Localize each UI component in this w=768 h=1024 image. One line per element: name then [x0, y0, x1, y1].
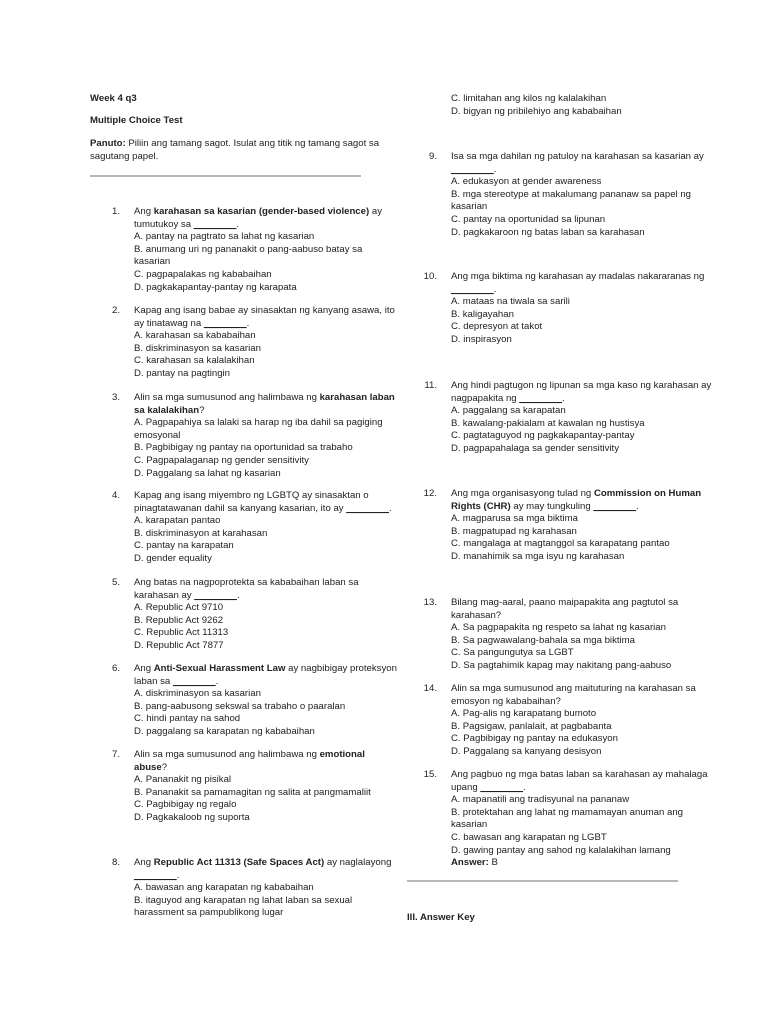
question-text: D. pagkakapantay-pantay ng karapata [134, 281, 297, 293]
question-text: kasarian [451, 201, 488, 213]
question-number: 10. [423, 271, 437, 282]
question-line [134, 602, 366, 615]
question-line [451, 597, 683, 610]
question-line [134, 577, 366, 590]
question-text: B [488, 857, 498, 869]
answer-key-heading: III. Answer Key [407, 912, 475, 923]
instructions-text: Piliin ang tamang sagot. Isulat ang titik ng tamang sagot sa [125, 138, 380, 149]
question-text: Ang mga organisasyong tulad ng [451, 488, 594, 499]
question-line [451, 151, 704, 164]
question-text: A. karahasan sa kababaihan [134, 330, 256, 342]
question-line [451, 845, 683, 858]
question-text: . [388, 502, 392, 514]
question-line [134, 244, 366, 257]
question-line [134, 799, 366, 812]
question-line [134, 590, 366, 603]
question-text: ay tinatawag na [134, 317, 204, 329]
divider [90, 175, 361, 177]
question-body [134, 206, 382, 294]
divider [407, 880, 678, 882]
question-text: . [493, 163, 497, 175]
question-number: 8. [111, 857, 120, 868]
question-number: 7. [111, 749, 120, 760]
question-text: D. bigyan ng pribilehiyo ang kababaihan [451, 105, 622, 117]
question-body [134, 305, 395, 381]
question-number: 2. [111, 305, 120, 316]
question-text: A. mataas na tiwala sa sarili [451, 296, 570, 308]
question-text: Ang [134, 663, 154, 674]
question-number: 9. [428, 151, 437, 162]
question-text: A. pantay na pagtrato sa lahat ng kasarian [134, 231, 315, 243]
question-text: D. inspirasyon [451, 333, 512, 345]
question-text: karahasan? [451, 609, 502, 621]
question-line [134, 405, 366, 418]
question-line [451, 857, 683, 870]
question-text: D. pagpapahalaga sa gender sensitivity [451, 442, 620, 454]
question-line [134, 774, 366, 787]
question-text: . [236, 218, 240, 230]
question-line [451, 733, 683, 746]
question-text: C. Pagbibigay ng pantay na edukasyon [451, 733, 618, 745]
question-body [451, 380, 712, 456]
question-number: 3. [111, 392, 120, 403]
question-text: Isa sa mga dahilan ng patuloy na karahasan sa kasarian ay [451, 151, 704, 162]
question-text: ay naglalayong [324, 857, 392, 868]
question-line [134, 430, 366, 443]
question-text: B. diskriminasyon at karahasan [134, 527, 268, 539]
answer-blank: ________ [172, 675, 216, 687]
question-line [134, 442, 366, 455]
question-line [134, 282, 366, 295]
question-line [451, 513, 683, 526]
question-text: Alin sa mga sumusunod ang halimbawa ng [134, 392, 320, 403]
question-line [134, 701, 366, 714]
question-text: Anti-Sexual Harassment Law [153, 663, 286, 674]
question-text: C. mangalaga at magtanggol sa karapatang pantao [451, 538, 670, 550]
question-number: 14. [423, 683, 437, 694]
question-line [451, 214, 683, 227]
question-line [451, 488, 702, 501]
question-line [451, 201, 683, 214]
question-number: 11. [424, 380, 437, 391]
question-text: C. hindi pantay na sahod [134, 713, 241, 725]
answer-blank: ________ [203, 317, 247, 329]
question-body [451, 93, 683, 118]
question-line [451, 782, 683, 795]
question-line [451, 164, 683, 177]
question-text: Alin sa mga sumusunod ang halimbawa ng [134, 749, 320, 760]
question-body [451, 597, 683, 673]
question-text: abuse [134, 761, 162, 773]
question-line [451, 284, 683, 297]
question-line [451, 696, 683, 709]
question-body [134, 577, 366, 653]
answer-blank: ________ [451, 163, 494, 175]
question-text: B. magpatupad ng karahasan [451, 525, 577, 537]
question-text: . [215, 675, 219, 687]
question-line [451, 501, 683, 514]
question-line [451, 334, 683, 347]
question-line [134, 392, 395, 405]
question-line [451, 721, 683, 734]
question-text: C. bawasan ang karapatan ng LGBT [451, 831, 607, 843]
question-text: B. kaligayahan [451, 308, 514, 320]
question-line [451, 769, 708, 782]
question-line [451, 405, 683, 418]
question-text: A. bawasan ang karapatan ng kababaihan [134, 882, 314, 894]
question-body [134, 857, 392, 920]
question-line [134, 330, 366, 343]
question-text: ay nagbibigay proteksyon [285, 663, 397, 674]
question-text: A. karapatan pantao [134, 515, 221, 527]
question-line [134, 749, 366, 762]
question-line [451, 708, 683, 721]
question-text: B. mga stereotype at makalumang pananaw sa papel ng [451, 188, 691, 200]
question-text: C. karahasan sa kalalakihan [134, 355, 255, 367]
answer-blank: ________ [194, 589, 237, 601]
question-text: C. pantay na karapatan [134, 540, 234, 552]
answer-blank: ________ [593, 500, 637, 512]
question-line [134, 553, 366, 566]
question-line [134, 540, 366, 553]
question-line [134, 726, 366, 739]
question-text: emotional [319, 749, 365, 760]
question-text: A. mapanatili ang tradisyunal na pananaw [451, 794, 630, 806]
question-line [451, 660, 683, 673]
question-line [134, 882, 366, 895]
question-line [451, 188, 691, 202]
question-text: . [236, 589, 240, 601]
question-line [134, 676, 366, 689]
question-text: ay may tungkuling [510, 500, 594, 512]
question-text: D. Sa pagtahimik kapag may nakitang pang-aabuso [451, 659, 672, 671]
question-line [134, 907, 366, 920]
question-text: A. edukasyon at gender awareness [451, 176, 602, 188]
instructions-label: Panuto: [90, 138, 126, 149]
instructions-text-2: sagutang papel. [90, 150, 159, 162]
question-line [451, 430, 683, 443]
question-line [451, 746, 683, 759]
answer-blank: ________ [134, 869, 177, 881]
question-text: ? [161, 761, 168, 773]
question-text: Ang pagbuo ng mga batas laban sa karahasan ay mahalaga [451, 769, 708, 780]
question-text: pinagtatawanan dahil sa kanyang kasarian, ito ay [134, 502, 347, 514]
question-text: harassment sa pampublikong lugar [134, 907, 284, 919]
question-line [451, 635, 683, 648]
question-body [451, 769, 708, 870]
question-line [134, 663, 397, 676]
week-label: Week 4 q3 [90, 93, 137, 104]
question-text: D. Paggalang sa kanyang desisyon [451, 745, 602, 757]
question-text: Kapag ang isang miyembro ng LGBTQ ay sinasaktan o [134, 490, 369, 501]
question-line [134, 502, 392, 516]
question-line [451, 321, 683, 334]
question-text: A. paggalang sa karapatan [451, 405, 566, 417]
question-text: D. Republic Act 7877 [134, 639, 224, 651]
question-text: Ang hindi pagtugon ng lipunan sa mga kaso ng karahasan ay [451, 380, 712, 391]
question-text: A. diskriminasyon sa kasarian [134, 688, 261, 700]
question-line [451, 807, 683, 820]
question-number: 13. [423, 597, 437, 608]
question-text: . [246, 317, 250, 329]
question-line [134, 269, 366, 282]
question-text: C. depresyon at takot [451, 321, 543, 333]
question-line [134, 305, 395, 318]
question-text: A. Pananakit ng pisikal [134, 774, 232, 786]
question-text: A. Pag-alis ng karapatang bumoto [451, 708, 597, 720]
question-text: B. Pagsigaw, panlalait, at pagbabanta [451, 720, 612, 732]
question-body [451, 151, 704, 239]
question-text: . [176, 869, 180, 881]
question-line [451, 832, 683, 845]
question-body [451, 488, 702, 564]
question-line [451, 296, 683, 309]
question-line [134, 812, 366, 825]
question-line [134, 468, 366, 481]
question-body [134, 392, 395, 480]
question-text: emosyonal [134, 429, 181, 441]
question-text: C. Pagpapalaganap ng gender sensitivity [134, 454, 309, 466]
question-text: B. Sa pagwawalang-bahala sa mga biktima [451, 634, 635, 646]
question-line [451, 538, 683, 551]
question-text: D. gender equality [134, 552, 212, 564]
question-line [134, 355, 366, 368]
question-text: karahasan laban [319, 392, 395, 403]
question-line [451, 526, 683, 539]
question-number: 6. [111, 663, 120, 674]
question-text: D. pagkakaroon ng batas laban sa karahasan [451, 226, 645, 238]
question-text: B. diskriminasyon sa kasarian [134, 342, 261, 354]
question-line [451, 647, 683, 660]
question-line [451, 93, 683, 106]
question-line [134, 318, 366, 331]
question-text: nagpapakita ng [451, 392, 520, 404]
question-text: laban sa [134, 675, 173, 687]
question-line [134, 895, 366, 908]
question-line [451, 819, 683, 832]
question-body [134, 663, 397, 739]
question-line [451, 443, 683, 456]
question-text: A. Pagpapahiya sa lalaki sa harap ng iba dahil sa pagiging [134, 417, 383, 429]
question-text: karahasan ay [134, 589, 195, 601]
question-text: kasarian [134, 256, 171, 268]
question-text: A. Republic Act 9710 [134, 602, 224, 614]
question-text: Answer: [451, 857, 489, 869]
question-text: D. Paggalang sa lahat ng kasarian [134, 467, 281, 479]
question-line [134, 713, 366, 726]
question-line [134, 870, 366, 883]
question-line [134, 219, 366, 232]
question-text: . [636, 500, 639, 512]
question-text: karahasan sa kasarian (gender-based violence) [153, 206, 370, 217]
question-text: . [523, 781, 526, 793]
instructions [90, 138, 379, 163]
question-text: B. Republic Act 9262 [134, 614, 224, 626]
test-title: Multiple Choice Test [90, 115, 183, 126]
question-text: B. kawalang-pakialam at kawalan ng hustisya [451, 417, 645, 429]
question-line [134, 640, 366, 653]
question-text: B. Pananakit sa pamamagitan ng salita at pangmamaliit [134, 786, 371, 798]
question-text: C. Pagbibigay ng regalo [134, 799, 237, 811]
question-body [451, 683, 696, 759]
question-number: 15. [423, 769, 437, 780]
question-line [134, 615, 366, 628]
question-number: 12. [423, 488, 437, 499]
question-text: B. pang-aabusong sekswal sa trabaho o paaralan [134, 700, 346, 712]
question-line [451, 393, 683, 406]
question-text: Kapag ang isang babae ay sinasaktan ng kanyang asawa, ito [134, 305, 395, 316]
question-text: Commission on Human [593, 488, 702, 499]
question-text: Republic Act 11313 (Safe Spaces Act) [153, 857, 325, 868]
question-text: sa kalalakihan [134, 404, 200, 416]
question-line [451, 622, 683, 635]
question-text: D. pantay na pagtingin [134, 367, 231, 379]
question-line [134, 528, 366, 541]
question-text: D. manahimik sa mga isyu ng karahasan [451, 550, 625, 562]
question-line [451, 683, 696, 696]
question-text: upang [451, 781, 481, 793]
answer-blank: ________ [193, 218, 237, 230]
question-text: C. limitahan ang kilos ng kalalakihan [451, 93, 607, 104]
question-line [451, 309, 683, 322]
question-text: C. Republic Act 11313 [134, 627, 229, 639]
question-line [134, 417, 383, 430]
question-text: Ang [134, 857, 154, 868]
question-line [134, 762, 366, 775]
question-line [451, 610, 683, 623]
question-text: Ang [134, 206, 154, 217]
answer-blank: ________ [519, 392, 562, 404]
question-text: ay [369, 206, 382, 217]
question-text: D. gawing pantay ang sahod ng kalalakihan lamang [451, 844, 671, 856]
question-text: Rights (CHR) [451, 500, 511, 512]
question-line [451, 271, 705, 284]
question-line [451, 106, 683, 119]
question-line [134, 786, 371, 800]
question-line [451, 227, 683, 240]
question-line [451, 551, 683, 564]
question-number: 1. [111, 206, 120, 217]
question-text: D. Pagkakaloob ng suporta [134, 811, 250, 823]
question-text: Ang batas na nagpoprotekta sa kababaihan laban sa [134, 577, 359, 588]
question-line [134, 627, 366, 640]
question-line [134, 368, 366, 381]
question-line [134, 490, 369, 503]
question-body [451, 271, 705, 347]
question-text: A. Sa pagpapakita ng respeto sa lahat ng kasarian [451, 622, 666, 634]
question-line [451, 794, 683, 807]
question-text: Alin sa mga sumusunod ang maituturing na karahasan sa [451, 683, 696, 694]
answer-blank: ________ [480, 781, 524, 793]
question-text: tumutukoy sa [134, 218, 194, 230]
question-text: C. pagpapalakas ng kababaihan [134, 268, 272, 280]
question-text: A. magparusa sa mga biktima [451, 513, 578, 525]
question-text: Ang mga biktima ng karahasan ay madalas nakararanas ng [451, 271, 705, 282]
question-text: B. anumang uri ng pananakit o pang-aabuso batay sa [134, 243, 363, 255]
answer-blank: ________ [346, 502, 389, 514]
question-text: Bilang mag-aaral, paano maipapakita ang pagtutol sa [451, 597, 679, 608]
answer-blank: ________ [451, 283, 494, 295]
question-text: emosyon ng kababaihan? [451, 695, 561, 707]
question-line [451, 380, 712, 393]
question-body [134, 490, 392, 566]
question-body [134, 749, 371, 825]
question-line [134, 231, 366, 244]
question-line [451, 418, 683, 431]
question-number: 4. [111, 490, 120, 501]
question-line [134, 857, 392, 870]
question-line [451, 176, 683, 189]
question-line [134, 515, 366, 528]
question-text: D. paggalang sa karapatan ng kababaihan [134, 725, 315, 737]
question-text: . [561, 392, 565, 404]
question-text: B. itaguyod ang karapatan ng lahat laban sa sexual [134, 894, 353, 906]
question-text: C. pagtataguyod ng pagkakapantay-pantay [451, 430, 635, 442]
question-text: C. pantay na oportunidad sa lipunan [451, 213, 606, 225]
question-line [134, 256, 366, 269]
question-text: C. Sa pangungutya sa LGBT [451, 647, 574, 659]
question-text: B. protektahan ang lahat ng mamamayan anuman ang [451, 806, 684, 818]
question-text: B. Pagbibigay ng pantay na oportunidad sa trabaho [134, 442, 353, 454]
question-line [134, 206, 382, 219]
question-line [134, 455, 366, 468]
question-text: kasarian [451, 819, 488, 831]
question-line [134, 343, 366, 356]
question-number: 5. [111, 577, 120, 588]
question-line [134, 688, 366, 701]
question-text: ? [199, 404, 205, 416]
question-text: . [493, 283, 497, 295]
